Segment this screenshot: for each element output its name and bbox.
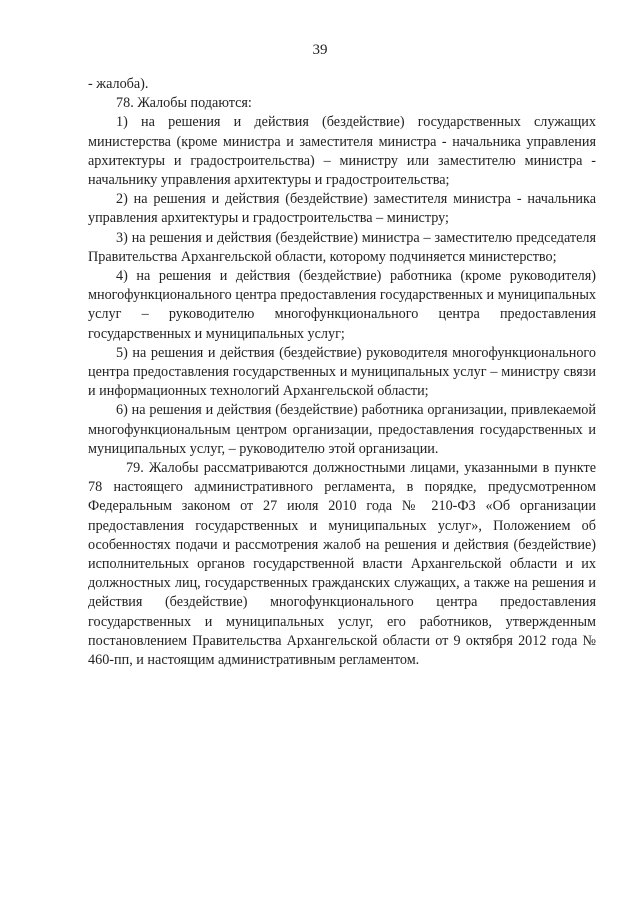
paragraph-78-heading: 78. Жалобы подаются: bbox=[116, 95, 252, 112]
paragraph-78-item-1: 1) на решения и действия (бездействие) государственных служащих министерства (кроме министра и заместителя министра - начальника управления архитектуры и градостроительства) – министру или заместителю министра - начальнику управления архитектуры и градостроительства; bbox=[88, 114, 596, 189]
page-number: 39 bbox=[312, 42, 328, 58]
paragraph-78-item-4: 4) на решения и действия (бездействие) работника (кроме руководителя) многофункционального центра предоставления государственных и муниципальных услуг – руководителю многофункционального центра предоставления государственных и муниципальных услуг; bbox=[88, 268, 596, 342]
paragraph-79: 79. Жалобы рассматриваются должностными лицами, указанными в пункте 78 настоящего административного регламента, в порядке, предусмотренном Федеральным законом от 27 июля 2010 года № 210-ФЗ «Об организации предоставления государственных и муниципальных услуг», Положением об особенностях подачи и рассмотрения жалоб на решения и действия (бездействие) исполнительных органов государственной власти Архангельской области и их должностных лиц, государственных гражданских служащих, а также на решения и действия (бездействие) многофункционального центра предоставления государственных и муниципальных услуг, его работников, утвержденным постановлением Правительства Архангельской области от 9 октября 2012 года № 460-пп, и настоящим административным регламентом. bbox=[88, 460, 596, 669]
paragraph-78-item-2: 2) на решения и действия (бездействие) заместителя министра - начальника управления архитектуры и градостроительства – министру; bbox=[88, 191, 596, 227]
document-body bbox=[88, 75, 596, 670]
paragraph-78-item-5: 5) на решения и действия (бездействие) руководителя многофункционального центра предоставления государственных и муниципальных услуг – министру связи и информационных технологий Архангельской области; bbox=[88, 344, 596, 400]
paragraph-78-item-3: 3) на решения и действия (бездействие) министра – заместителю председателя Правительства Архангельской области, которому подчиняется министерство; bbox=[88, 229, 596, 265]
paragraph-78-item-6: 6) на решения и действия (бездействие) работника организации, привлекаемой многофункциональным центром организации, предоставления государственных и муниципальных услуг, – руководителю этой организации. bbox=[88, 402, 596, 457]
paragraph-continuation: - жалоба). bbox=[88, 76, 149, 92]
